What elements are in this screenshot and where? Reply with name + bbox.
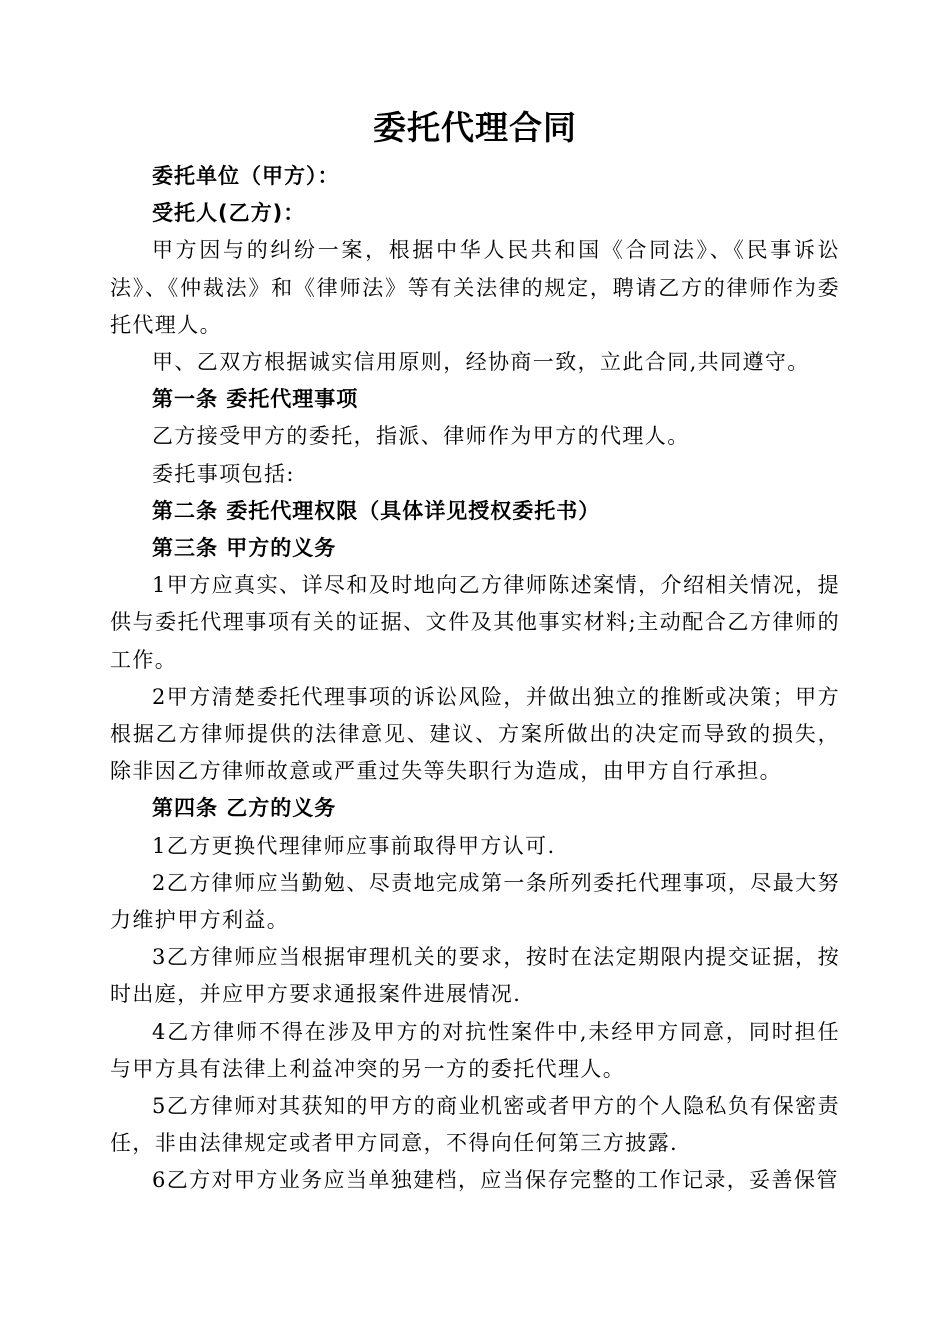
article4-paragraph: 1乙方更换代理律师应事前取得甲方认可. (152, 833, 556, 858)
contract-page (110, 100, 840, 1200)
party-b-label: 受托人(乙方)： (152, 201, 306, 226)
article2-heading: 第二条 委托代理权限（具体详见授权委托书） (152, 498, 601, 523)
article4-paragraph: 2乙方律师应当勤勉、尽责地完成第一条所列委托代理事项，尽最大努力维护甲方利益。 (110, 870, 840, 933)
article4-heading: 第四条 乙方的义务 (152, 796, 337, 821)
party-a-label: 委托单位（甲方）： (152, 164, 340, 188)
article3-heading: 第三条 甲方的义务 (152, 536, 337, 561)
article4-paragraph: 4乙方律师不得在涉及甲方的对抗性案件中,未经甲方同意，同时担任与甲方具有法律上利益冲突的另一方的委托代理人。 (110, 1019, 840, 1081)
article1-line: 乙方接受甲方的委托，指派、律师作为甲方的代理人。 (152, 424, 690, 449)
preamble-paragraph: 甲方因与的纠纷一案，根据中华人民共和国《合同法》、《民事诉讼法》、《仲裁法》和《律师法》等有关法律的规定，聘请乙方的律师作为委托代理人。 (110, 238, 840, 337)
article3-paragraph: 2甲方清楚委托代理事项的诉讼风险，并做出独立的推断或决策；甲方根据乙方律师提供的法律意见、建议、方案所做出的决定而导致的损失，除非因乙方律师故意或严重过失等失职行为造成，由甲方自行承担。 (110, 684, 840, 784)
preamble-paragraph: 甲、乙双方根据诚实信用原则，经协商一致，立此合同,共同遵守。 (152, 350, 810, 375)
article3-paragraph: 1甲方应真实、详尽和及时地向乙方律师陈述案情，介绍相关情况，提供与委托代理事项有关的证据、文件及其他事实材料;主动配合乙方律师的工作。 (110, 573, 840, 672)
article1-heading: 第一条 委托代理事项 (152, 387, 359, 412)
article4-paragraph: 6乙方对甲方业务应当单独建档，应当保存完整的工作记录，妥善保管 (152, 1168, 839, 1193)
document-title: 委托代理合同 (373, 108, 577, 147)
article1-line: 委托事项包括: (152, 461, 295, 486)
article4-paragraph: 3乙方律师应当根据审理机关的要求，按时在法定期限内提交证据，按时出庭，并应甲方要求通报案件进展情况. (110, 945, 840, 1007)
article4-paragraph: 5乙方律师对其获知的甲方的商业机密或者甲方的个人隐私负有保密责任，非由法律规定或者甲方同意，不得向任何第三方披露. (110, 1094, 840, 1156)
